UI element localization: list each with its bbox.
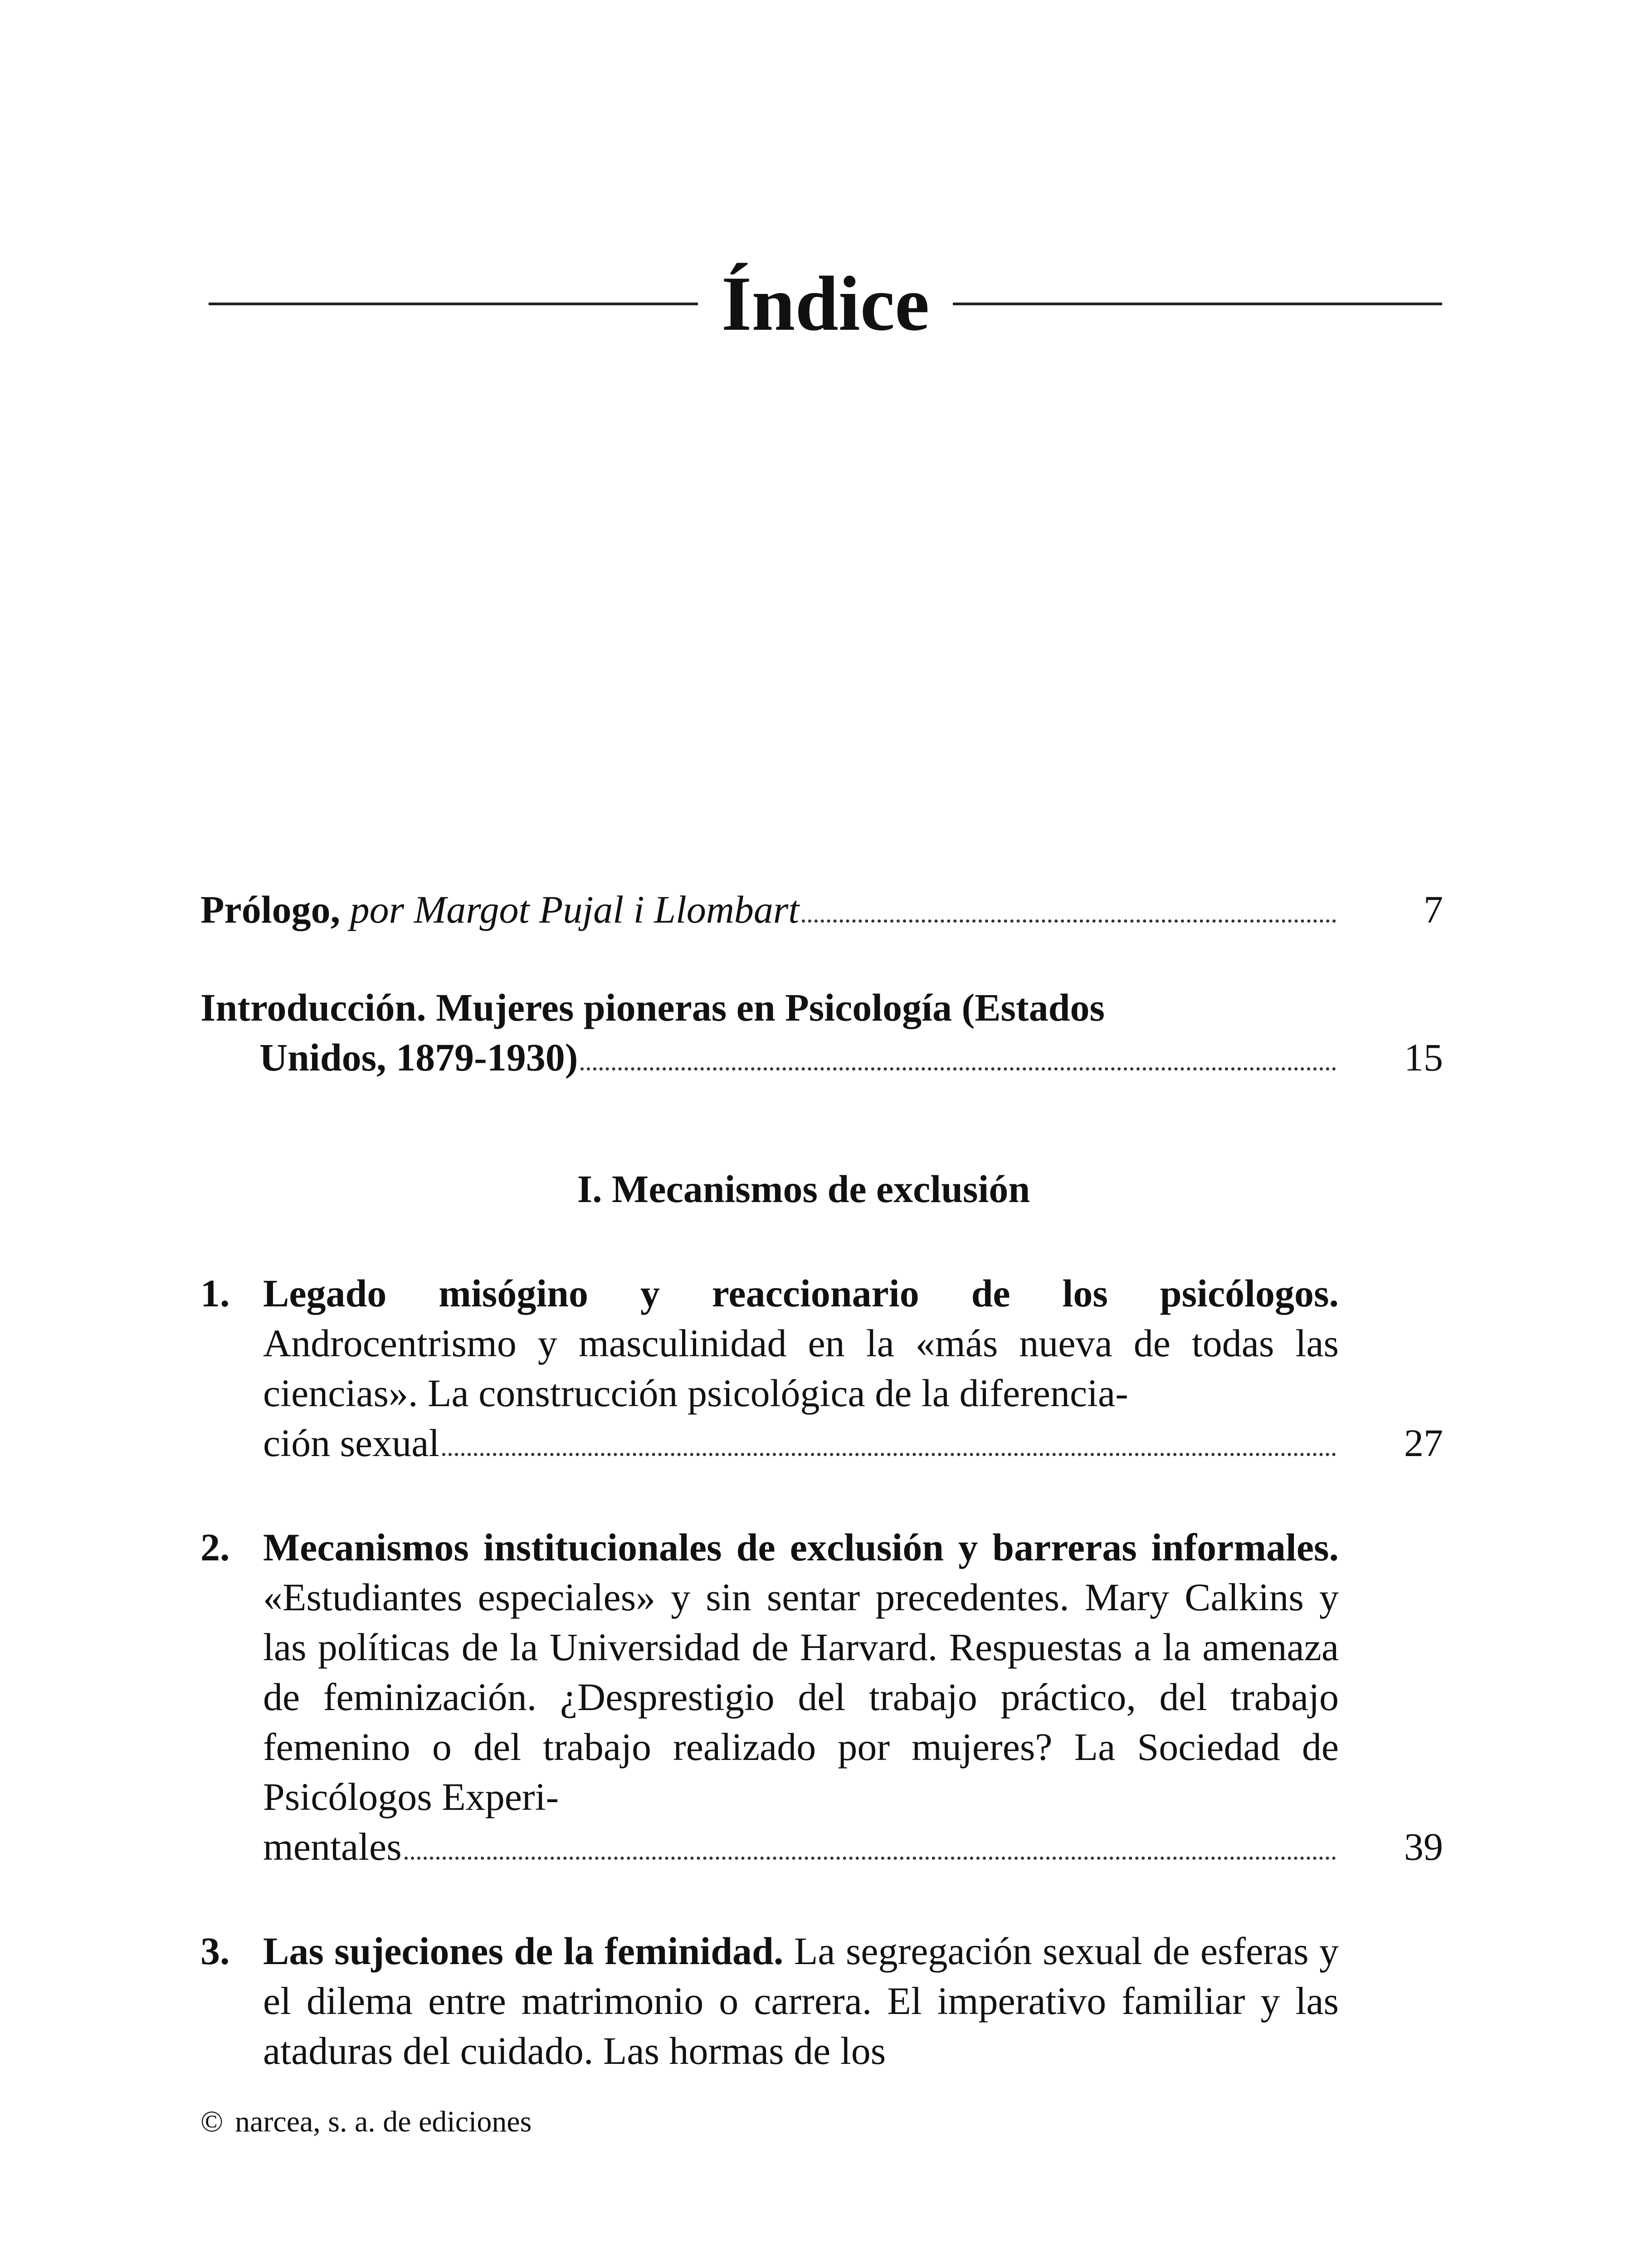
prologo-title: Prólogo, bbox=[200, 888, 341, 931]
chapter-number: 1. bbox=[200, 1271, 230, 1315]
chapter-description-end: mentales bbox=[263, 1825, 402, 1868]
copyright-icon: © bbox=[200, 2105, 224, 2138]
page-title: Índice bbox=[721, 261, 930, 347]
chapter-title: Legado misógino y reaccionario de los psicólogos. bbox=[263, 1271, 1339, 1315]
chapter-title: Las sujeciones de la feminidad. bbox=[263, 1929, 784, 1973]
toc-entry-chapter-2[interactable] bbox=[200, 1522, 1443, 1872]
leader-dots bbox=[580, 1067, 1336, 1070]
prologo-author: por Margot Pujal i Llombart bbox=[350, 888, 800, 931]
toc-entry-chapter-3[interactable] bbox=[200, 1926, 1443, 2076]
table-of-contents bbox=[200, 885, 1443, 2076]
toc-entry-prologo[interactable] bbox=[200, 885, 1443, 934]
chapter-title: Mecanismos institucionales de exclusión y barreras informales. bbox=[263, 1525, 1339, 1569]
chapter-description: Androcentrismo y masculinidad en la «más nueva de todas las ciencias». La construcción psicológica de la diferencia- bbox=[263, 1321, 1339, 1415]
page-header bbox=[209, 254, 1442, 354]
publisher-credit: narcea, s. a. de ediciones bbox=[235, 2105, 532, 2138]
chapter-number: 2. bbox=[200, 1525, 230, 1569]
page-number: 27 bbox=[1404, 1421, 1443, 1465]
section-heading: I. Mecanismos de exclusión bbox=[577, 1167, 1030, 1211]
chapter-number: 3. bbox=[200, 1929, 230, 1973]
footer bbox=[200, 2105, 532, 2139]
page-number: 7 bbox=[1424, 888, 1443, 931]
introduccion-title-cont: Unidos, 1879-1930) bbox=[259, 1036, 578, 1079]
right-rule bbox=[953, 303, 1442, 305]
page-number: 39 bbox=[1404, 1825, 1443, 1868]
leader-dots bbox=[802, 919, 1336, 923]
introduccion-title: Introducción. Mujeres pioneras en Psicología (Estados bbox=[200, 986, 1105, 1029]
leader-dots bbox=[405, 1857, 1336, 1860]
chapter-description-end: ción sexual bbox=[263, 1421, 440, 1465]
chapter-description: «Estudiantes especiales» y sin sentar precedentes. Mary Calkins y las políticas de la Universidad de Harvard. Respuestas a la amenaza de feminización. ¿Desprestigio del trabajo práctico, del trabajo femenino o del trabajo realizado por mujeres? La Sociedad de Psicólogos Experi- bbox=[263, 1575, 1339, 1818]
toc-entry-introduccion[interactable] bbox=[200, 982, 1443, 1082]
page-number: 15 bbox=[1404, 1036, 1443, 1079]
chapter-description: La segregación sexual de esferas y el dilema entre matrimonio o carrera. El imperativo familiar y las ataduras del cuidado. Las hormas de los bbox=[263, 1929, 1339, 2072]
left-rule bbox=[209, 303, 698, 305]
toc-entry-chapter-1[interactable] bbox=[200, 1268, 1443, 1468]
leader-dots bbox=[442, 1453, 1336, 1456]
